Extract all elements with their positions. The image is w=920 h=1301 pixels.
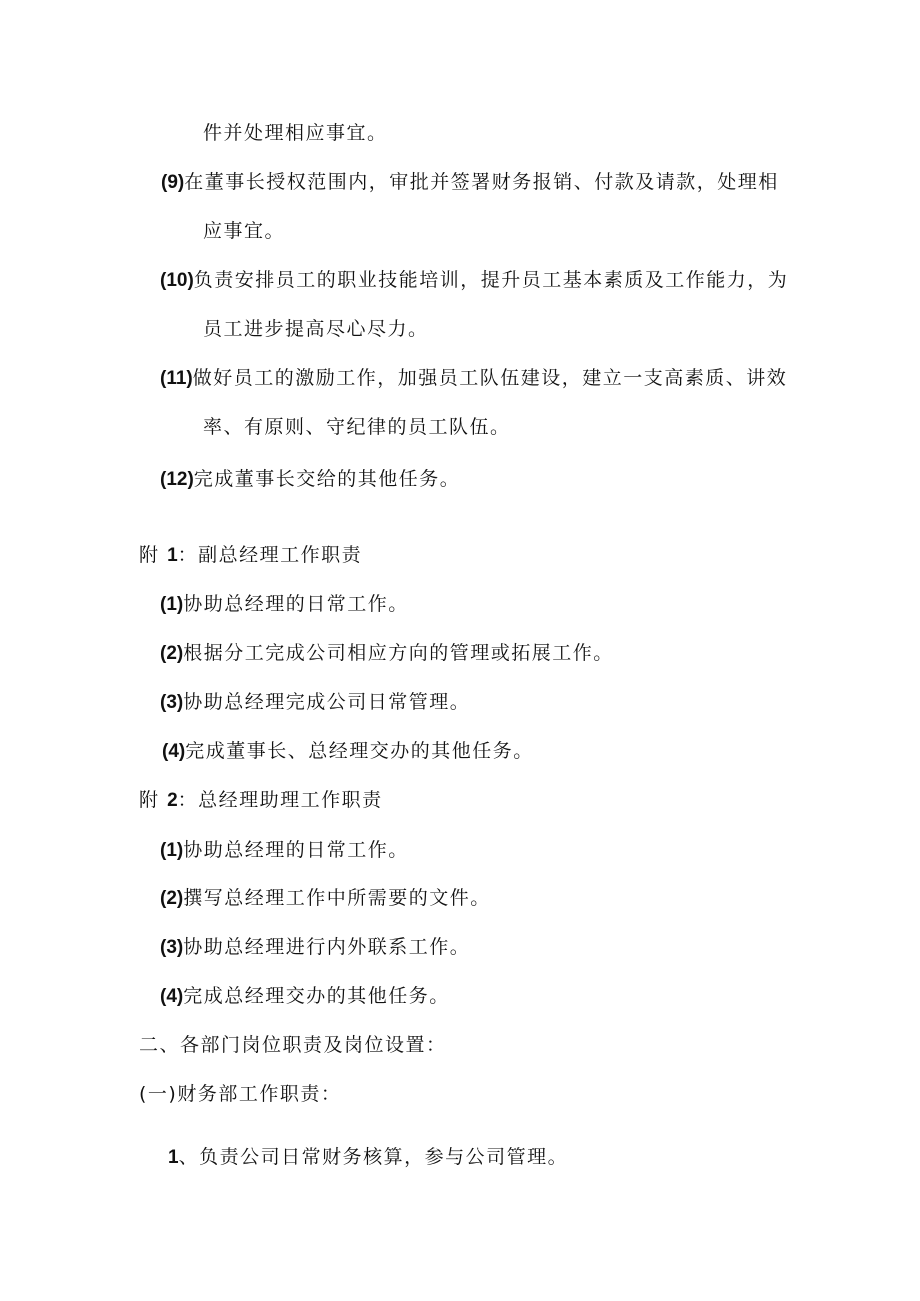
item-text: 负责安排员工的职业技能培训，提升员工基本素质及工作能力，为	[193, 269, 789, 291]
appendix-title: ：总经理助理工作职责	[177, 789, 383, 811]
item-number: (3)	[160, 937, 184, 958]
appendix-1-item-4	[162, 739, 534, 764]
appendix-prefix: 附	[139, 544, 160, 566]
item-number: (1)	[160, 840, 184, 861]
item-11	[160, 366, 787, 391]
item-number: (12)	[160, 469, 194, 490]
item-number: (10)	[160, 270, 194, 291]
item-number: (3)	[160, 692, 184, 713]
appendix-number: 2	[167, 790, 178, 811]
item-text: 根据分工完成公司相应方向的管理或拓展工作。	[183, 642, 614, 664]
appendix-number: 1	[167, 545, 178, 566]
item-text: 做好员工的激励工作，加强员工队伍建设，建立一支高素质、讲效	[192, 367, 788, 389]
item-number: (4)	[160, 986, 184, 1007]
appendix-2-item-1	[160, 838, 409, 863]
finance-item-1	[168, 1145, 568, 1170]
section-title: 二、各部门岗位职责及岗位设置：	[139, 1034, 447, 1056]
appendix-1-heading	[139, 543, 362, 568]
appendix-2-item-2	[160, 886, 491, 911]
item-text: 协助总经理的日常工作。	[183, 839, 409, 861]
subsection-title: (一)财务部工作职责：	[139, 1083, 342, 1105]
finance-heading	[139, 1082, 341, 1106]
item-text: 撰写总经理工作中所需要的文件。	[183, 887, 491, 909]
item-number: 1	[168, 1147, 179, 1168]
item-text: 协助总经理的日常工作。	[183, 593, 409, 615]
item-number: (2)	[160, 643, 184, 664]
item-number: (2)	[160, 888, 184, 909]
item-number: (4)	[162, 741, 186, 762]
item-text: 协助总经理进行内外联系工作。	[183, 936, 471, 958]
item-12	[160, 467, 460, 492]
item-text: 完成总经理交办的其他任务。	[183, 985, 450, 1007]
appendix-prefix: 附	[139, 789, 160, 811]
item-text: 在董事长授权范围内，审批并签署财务报销、付款及请款，处理相	[184, 171, 779, 193]
item-number: (11)	[160, 368, 193, 389]
item-number: (9)	[161, 172, 185, 193]
item-text: 件并处理相应事宜。	[203, 122, 388, 144]
appendix-1-item-3	[160, 690, 470, 715]
item-text: 应事宜。	[203, 220, 286, 242]
item-number: (1)	[160, 594, 184, 615]
item-text: 完成董事长交给的其他任务。	[193, 468, 461, 490]
appendix-2-item-3	[160, 935, 470, 960]
item-text: 、负责公司日常财务核算，参与公司管理。	[178, 1146, 569, 1168]
item-text: 员工进步提高尽心尽力。	[203, 318, 429, 340]
appendix-1-item-2	[160, 641, 614, 666]
item-9-continuation	[203, 219, 285, 243]
appendix-title: ：副总经理工作职责	[177, 544, 363, 566]
item-11-continuation	[203, 415, 511, 439]
item-text: 协助总经理完成公司日常管理。	[183, 691, 471, 713]
item-9	[161, 170, 779, 195]
appendix-2-heading	[139, 788, 383, 813]
item-text: 完成董事长、总经理交办的其他任务。	[185, 740, 534, 762]
section-2-heading	[139, 1033, 447, 1057]
item-10-continuation	[203, 317, 429, 341]
item-10	[160, 268, 788, 293]
appendix-1-item-1	[160, 592, 409, 617]
item-text: 率、有原则、守纪律的员工队伍。	[203, 416, 511, 438]
appendix-2-item-4	[160, 984, 450, 1009]
item-8-continuation	[203, 121, 388, 145]
